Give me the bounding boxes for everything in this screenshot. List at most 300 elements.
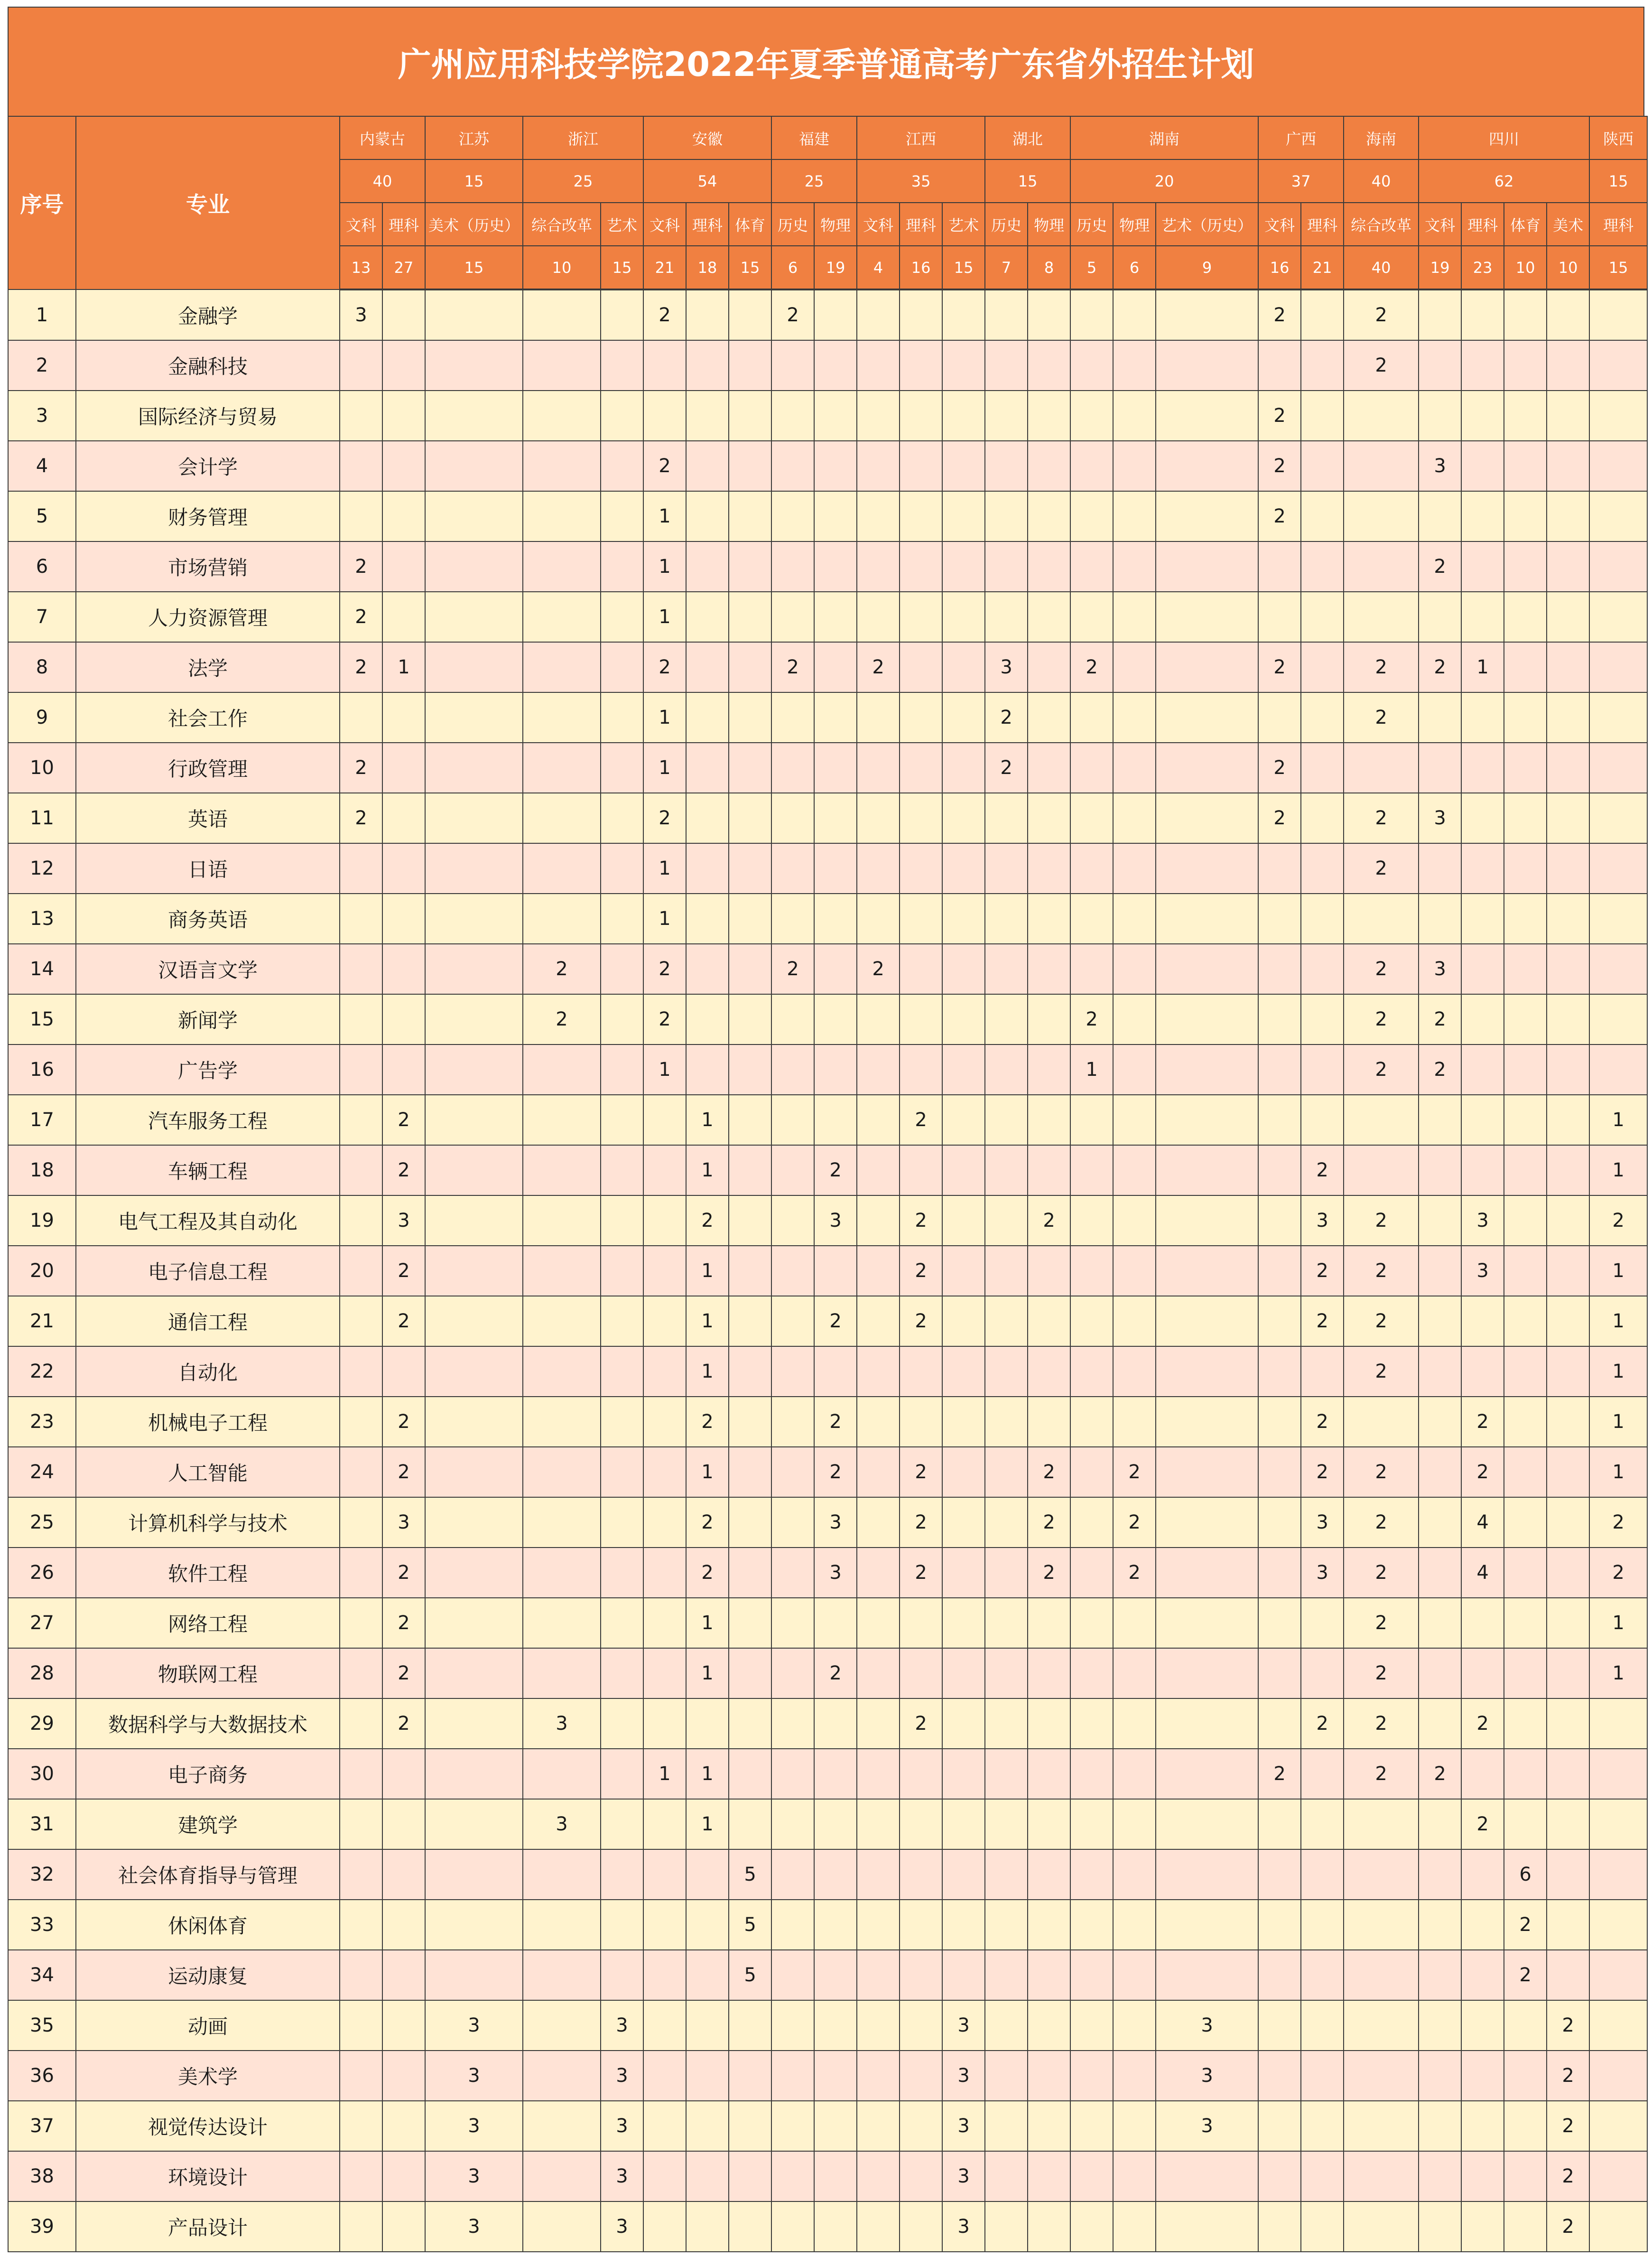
quota-cell bbox=[1504, 2201, 1547, 2252]
quota-cell bbox=[643, 1497, 686, 1548]
row-index: 31 bbox=[8, 1799, 76, 1849]
major-name: 网络工程 bbox=[76, 1598, 340, 1648]
quota-cell bbox=[1113, 340, 1156, 391]
quota-cell bbox=[985, 1548, 1028, 1598]
quota-cell bbox=[1113, 743, 1156, 793]
quota-cell bbox=[985, 1296, 1028, 1346]
quota-cell bbox=[857, 1447, 900, 1497]
quota-cell bbox=[942, 1095, 985, 1145]
quota-cell bbox=[1113, 491, 1156, 541]
quota-cell bbox=[1258, 1044, 1301, 1095]
table-row bbox=[8, 391, 1647, 441]
quota-cell bbox=[1589, 692, 1647, 743]
quota-cell bbox=[1301, 491, 1344, 541]
quota-cell bbox=[1070, 592, 1113, 642]
quota-cell bbox=[985, 340, 1028, 391]
quota-cell bbox=[1156, 1849, 1258, 1900]
quota-cell bbox=[1589, 2051, 1647, 2101]
quota-cell bbox=[1028, 1044, 1070, 1095]
quota-cell bbox=[729, 743, 771, 793]
quota-cell bbox=[729, 1095, 771, 1145]
quota-cell bbox=[985, 843, 1028, 894]
major-name: 自动化 bbox=[76, 1346, 340, 1397]
quota-cell bbox=[425, 843, 523, 894]
quota-cell bbox=[771, 1195, 814, 1246]
quota-cell bbox=[1419, 1296, 1461, 1346]
quota-cell: 2 bbox=[340, 642, 382, 692]
quota-cell bbox=[1156, 1346, 1258, 1397]
quota-cell: 2 bbox=[900, 1246, 942, 1296]
quota-cell bbox=[340, 692, 382, 743]
quota-cell: 3 bbox=[814, 1548, 857, 1598]
quota-cell bbox=[900, 1044, 942, 1095]
quota-cell bbox=[340, 1598, 382, 1648]
quota-cell bbox=[1156, 944, 1258, 994]
quota-cell: 2 bbox=[523, 944, 601, 994]
row-index: 9 bbox=[8, 692, 76, 743]
quota-cell: 1 bbox=[686, 1648, 729, 1698]
quota-cell bbox=[985, 944, 1028, 994]
quota-cell: 1 bbox=[643, 1044, 686, 1095]
quota-cell: 3 bbox=[382, 1497, 425, 1548]
table-body bbox=[8, 289, 1647, 2252]
quota-cell bbox=[1419, 391, 1461, 441]
quota-cell bbox=[729, 793, 771, 843]
quota-cell bbox=[900, 541, 942, 592]
quota-cell bbox=[1156, 1548, 1258, 1598]
quota-cell bbox=[729, 1195, 771, 1246]
quota-cell bbox=[643, 1346, 686, 1397]
quota-cell bbox=[857, 994, 900, 1044]
quota-cell: 2 bbox=[900, 1497, 942, 1548]
major-name: 物联网工程 bbox=[76, 1648, 340, 1698]
quota-cell: 2 bbox=[1461, 1447, 1504, 1497]
category-header: 理科 bbox=[900, 203, 942, 246]
quota-cell bbox=[1461, 289, 1504, 340]
quota-cell bbox=[523, 491, 601, 541]
quota-cell bbox=[1028, 592, 1070, 642]
quota-cell bbox=[1547, 894, 1589, 944]
table-row bbox=[8, 1095, 1647, 1145]
category-header: 文科 bbox=[643, 203, 686, 246]
quota-cell bbox=[1113, 843, 1156, 894]
quota-cell bbox=[601, 1900, 643, 1950]
province-total: 40 bbox=[340, 159, 425, 203]
quota-cell bbox=[686, 1849, 729, 1900]
quota-cell bbox=[643, 2051, 686, 2101]
quota-cell: 2 bbox=[1344, 1195, 1419, 1246]
quota-cell bbox=[1547, 692, 1589, 743]
quota-cell bbox=[523, 1497, 601, 1548]
quota-cell bbox=[771, 541, 814, 592]
quota-cell bbox=[425, 1749, 523, 1799]
quota-cell bbox=[985, 994, 1028, 1044]
quota-cell bbox=[771, 793, 814, 843]
quota-cell: 3 bbox=[425, 2051, 523, 2101]
quota-cell: 2 bbox=[340, 541, 382, 592]
quota-cell bbox=[857, 1145, 900, 1195]
quota-cell bbox=[1547, 541, 1589, 592]
quota-cell: 4 bbox=[1461, 1548, 1504, 1598]
quota-cell: 2 bbox=[814, 1296, 857, 1346]
quota-cell bbox=[1504, 1246, 1547, 1296]
table-row bbox=[8, 541, 1647, 592]
quota-cell bbox=[1070, 793, 1113, 843]
quota-cell bbox=[942, 894, 985, 944]
quota-cell bbox=[985, 1346, 1028, 1397]
quota-cell bbox=[814, 944, 857, 994]
quota-cell bbox=[1258, 692, 1301, 743]
quota-cell bbox=[686, 340, 729, 391]
quota-cell: 2 bbox=[1301, 1246, 1344, 1296]
quota-cell: 2 bbox=[1113, 1548, 1156, 1598]
quota-cell bbox=[942, 441, 985, 491]
quota-cell bbox=[1589, 592, 1647, 642]
quota-cell bbox=[643, 1397, 686, 1447]
quota-cell bbox=[523, 340, 601, 391]
quota-cell bbox=[1156, 1044, 1258, 1095]
quota-cell: 1 bbox=[643, 843, 686, 894]
quota-cell bbox=[643, 1950, 686, 2000]
quota-cell bbox=[857, 743, 900, 793]
quota-cell: 3 bbox=[1461, 1195, 1504, 1246]
row-index: 8 bbox=[8, 642, 76, 692]
quota-cell bbox=[523, 1648, 601, 1698]
quota-cell bbox=[1028, 894, 1070, 944]
quota-cell bbox=[857, 692, 900, 743]
quota-cell bbox=[771, 743, 814, 793]
quota-cell: 3 bbox=[523, 1799, 601, 1849]
quota-cell bbox=[425, 1900, 523, 1950]
quota-cell bbox=[1258, 1397, 1301, 1447]
quota-cell bbox=[382, 894, 425, 944]
quota-cell bbox=[1156, 491, 1258, 541]
quota-cell bbox=[1419, 1497, 1461, 1548]
quota-cell bbox=[942, 1548, 985, 1598]
quota-cell bbox=[729, 2201, 771, 2252]
quota-cell bbox=[340, 1749, 382, 1799]
quota-cell bbox=[1070, 2051, 1113, 2101]
quota-cell bbox=[1113, 1246, 1156, 1296]
quota-cell bbox=[1504, 2101, 1547, 2151]
quota-cell bbox=[523, 1749, 601, 1799]
quota-cell bbox=[1028, 843, 1070, 894]
quota-cell bbox=[1301, 592, 1344, 642]
quota-cell bbox=[1070, 1950, 1113, 2000]
quota-cell: 3 bbox=[601, 2051, 643, 2101]
quota-cell: 2 bbox=[1344, 642, 1419, 692]
quota-cell bbox=[1461, 1749, 1504, 1799]
quota-cell bbox=[1113, 592, 1156, 642]
quota-cell bbox=[1113, 1900, 1156, 1950]
quota-cell bbox=[942, 1346, 985, 1397]
quota-cell bbox=[1028, 1900, 1070, 1950]
quota-cell bbox=[1113, 2151, 1156, 2201]
row-index: 30 bbox=[8, 1749, 76, 1799]
major-name: 视觉传达设计 bbox=[76, 2101, 340, 2151]
province-total: 35 bbox=[857, 159, 985, 203]
quota-cell bbox=[1461, 541, 1504, 592]
quota-cell bbox=[1258, 2000, 1301, 2051]
province-header: 四川 bbox=[1419, 116, 1589, 159]
quota-cell bbox=[1504, 289, 1547, 340]
quota-cell bbox=[425, 1095, 523, 1145]
row-index: 5 bbox=[8, 491, 76, 541]
quota-cell bbox=[1504, 1296, 1547, 1346]
quota-cell bbox=[1419, 894, 1461, 944]
major-name: 动画 bbox=[76, 2000, 340, 2051]
quota-cell bbox=[942, 1698, 985, 1749]
quota-cell bbox=[643, 1095, 686, 1145]
quota-cell: 1 bbox=[1589, 1145, 1647, 1195]
quota-cell bbox=[1258, 340, 1301, 391]
province-header: 陕西 bbox=[1589, 116, 1647, 159]
table-row bbox=[8, 1950, 1647, 2000]
quota-cell bbox=[814, 1950, 857, 2000]
quota-cell bbox=[686, 692, 729, 743]
quota-cell bbox=[1028, 2151, 1070, 2201]
row-index: 2 bbox=[8, 340, 76, 391]
quota-cell bbox=[942, 793, 985, 843]
quota-cell bbox=[425, 692, 523, 743]
quota-cell bbox=[340, 2000, 382, 2051]
quota-cell bbox=[1419, 1145, 1461, 1195]
quota-cell bbox=[643, 1296, 686, 1346]
quota-cell bbox=[643, 2201, 686, 2252]
category-header: 美术 bbox=[1547, 203, 1589, 246]
quota-cell bbox=[686, 894, 729, 944]
quota-cell: 2 bbox=[814, 1145, 857, 1195]
quota-cell bbox=[985, 1900, 1028, 1950]
quota-cell bbox=[1113, 642, 1156, 692]
table-row bbox=[8, 491, 1647, 541]
quota-cell: 2 bbox=[900, 1698, 942, 1749]
category-header: 体育 bbox=[729, 203, 771, 246]
quota-cell bbox=[601, 1145, 643, 1195]
sheet-title: 广州应用科技学院2022年夏季普通高考广东省外招生计划 bbox=[8, 7, 1644, 116]
quota-cell: 2 bbox=[1344, 1447, 1419, 1497]
quota-cell bbox=[523, 743, 601, 793]
major-name: 电子商务 bbox=[76, 1749, 340, 1799]
quota-cell bbox=[1589, 491, 1647, 541]
quota-cell: 2 bbox=[814, 1648, 857, 1698]
quota-cell bbox=[1028, 692, 1070, 743]
quota-cell bbox=[1258, 1246, 1301, 1296]
quota-cell bbox=[1547, 944, 1589, 994]
quota-cell bbox=[1344, 2051, 1419, 2101]
quota-cell: 2 bbox=[643, 441, 686, 491]
quota-cell bbox=[857, 592, 900, 642]
quota-cell bbox=[985, 592, 1028, 642]
quota-cell bbox=[1504, 692, 1547, 743]
quota-cell bbox=[601, 1195, 643, 1246]
quota-cell: 2 bbox=[1344, 843, 1419, 894]
major-name: 日语 bbox=[76, 843, 340, 894]
row-index: 20 bbox=[8, 1246, 76, 1296]
quota-cell bbox=[1589, 1698, 1647, 1749]
quota-cell bbox=[382, 2051, 425, 2101]
quota-cell bbox=[601, 1648, 643, 1698]
quota-cell bbox=[985, 391, 1028, 441]
quota-cell bbox=[601, 1749, 643, 1799]
table-row bbox=[8, 2201, 1647, 2252]
quota-cell bbox=[771, 692, 814, 743]
quota-cell bbox=[771, 1749, 814, 1799]
quota-cell bbox=[1589, 743, 1647, 793]
quota-cell bbox=[814, 1799, 857, 1849]
quota-cell bbox=[1461, 2151, 1504, 2201]
quota-cell bbox=[1113, 1397, 1156, 1447]
major-column-header: 专业 bbox=[76, 116, 340, 289]
quota-cell: 2 bbox=[1258, 491, 1301, 541]
quota-cell bbox=[1547, 1246, 1589, 1296]
quota-cell bbox=[1258, 944, 1301, 994]
quota-cell bbox=[814, 994, 857, 1044]
province-total: 15 bbox=[1589, 159, 1647, 203]
quota-cell bbox=[1070, 1900, 1113, 1950]
quota-cell: 4 bbox=[1461, 1497, 1504, 1548]
quota-cell: 2 bbox=[1070, 994, 1113, 1044]
quota-cell bbox=[1504, 1397, 1547, 1447]
quota-cell bbox=[942, 1447, 985, 1497]
quota-cell bbox=[523, 793, 601, 843]
quota-cell bbox=[1419, 1095, 1461, 1145]
quota-cell bbox=[1419, 692, 1461, 743]
category-header: 理科 bbox=[1301, 203, 1344, 246]
quota-cell bbox=[523, 1548, 601, 1598]
quota-cell bbox=[857, 1749, 900, 1799]
quota-cell bbox=[900, 793, 942, 843]
quota-cell bbox=[1028, 1296, 1070, 1346]
quota-cell bbox=[1156, 1447, 1258, 1497]
quota-cell: 3 bbox=[1301, 1497, 1344, 1548]
quota-cell bbox=[900, 2151, 942, 2201]
quota-cell bbox=[942, 1497, 985, 1548]
quota-cell bbox=[857, 289, 900, 340]
quota-cell bbox=[1113, 944, 1156, 994]
quota-cell bbox=[425, 1799, 523, 1849]
quota-cell bbox=[1070, 1698, 1113, 1749]
quota-cell: 3 bbox=[1301, 1195, 1344, 1246]
quota-cell bbox=[1547, 1598, 1589, 1648]
quota-cell bbox=[814, 1346, 857, 1397]
quota-cell: 3 bbox=[425, 2101, 523, 2151]
quota-cell bbox=[1028, 642, 1070, 692]
quota-cell bbox=[729, 1698, 771, 1749]
quota-cell bbox=[340, 2051, 382, 2101]
category-total: 15 bbox=[425, 246, 523, 289]
quota-cell bbox=[771, 843, 814, 894]
quota-cell bbox=[1258, 1849, 1301, 1900]
quota-cell bbox=[1301, 289, 1344, 340]
quota-cell bbox=[900, 1145, 942, 1195]
quota-cell bbox=[1301, 2051, 1344, 2101]
quota-cell bbox=[340, 340, 382, 391]
quota-cell bbox=[1028, 1698, 1070, 1749]
quota-cell: 2 bbox=[1344, 1548, 1419, 1598]
quota-cell: 3 bbox=[985, 642, 1028, 692]
quota-cell bbox=[643, 2151, 686, 2201]
quota-cell bbox=[771, 1900, 814, 1950]
quota-cell: 2 bbox=[523, 994, 601, 1044]
quota-cell bbox=[771, 1246, 814, 1296]
quota-cell bbox=[425, 1397, 523, 1447]
quota-cell bbox=[1504, 1145, 1547, 1195]
quota-cell bbox=[1344, 2000, 1419, 2051]
row-index: 39 bbox=[8, 2201, 76, 2252]
quota-cell: 2 bbox=[1258, 441, 1301, 491]
quota-cell: 3 bbox=[1156, 2101, 1258, 2151]
quota-cell bbox=[857, 541, 900, 592]
quota-cell bbox=[985, 2101, 1028, 2151]
quota-cell bbox=[1156, 1397, 1258, 1447]
quota-cell bbox=[1113, 541, 1156, 592]
quota-cell: 1 bbox=[1589, 1296, 1647, 1346]
quota-cell bbox=[771, 441, 814, 491]
row-index: 28 bbox=[8, 1648, 76, 1698]
quota-cell bbox=[1344, 1397, 1419, 1447]
quota-cell bbox=[1419, 592, 1461, 642]
quota-cell bbox=[686, 843, 729, 894]
quota-cell bbox=[1504, 2151, 1547, 2201]
quota-cell bbox=[1547, 743, 1589, 793]
quota-cell: 2 bbox=[382, 1246, 425, 1296]
quota-cell: 1 bbox=[686, 1346, 729, 1397]
quota-cell bbox=[1504, 642, 1547, 692]
quota-cell: 2 bbox=[1258, 793, 1301, 843]
quota-cell: 2 bbox=[1344, 1044, 1419, 1095]
province-total: 62 bbox=[1419, 159, 1589, 203]
table-row bbox=[8, 894, 1647, 944]
category-total: 8 bbox=[1028, 246, 1070, 289]
major-name: 软件工程 bbox=[76, 1548, 340, 1598]
quota-cell bbox=[1301, 441, 1344, 491]
category-header: 综合改革 bbox=[1344, 203, 1419, 246]
quota-cell bbox=[1028, 1648, 1070, 1698]
quota-cell bbox=[1028, 1849, 1070, 1900]
category-total: 15 bbox=[601, 246, 643, 289]
quota-cell bbox=[425, 592, 523, 642]
quota-cell bbox=[985, 2051, 1028, 2101]
quota-cell: 2 bbox=[985, 692, 1028, 743]
quota-cell bbox=[1419, 1195, 1461, 1246]
quota-cell: 2 bbox=[857, 642, 900, 692]
quota-cell bbox=[1547, 1548, 1589, 1598]
quota-cell bbox=[340, 2151, 382, 2201]
quota-cell bbox=[814, 592, 857, 642]
quota-cell bbox=[686, 2000, 729, 2051]
quota-cell bbox=[382, 1346, 425, 1397]
quota-cell bbox=[686, 743, 729, 793]
quota-cell bbox=[1589, 1900, 1647, 1950]
quota-cell bbox=[1301, 2101, 1344, 2151]
quota-cell bbox=[1028, 441, 1070, 491]
row-index: 22 bbox=[8, 1346, 76, 1397]
quota-cell bbox=[1070, 1799, 1113, 1849]
quota-cell: 2 bbox=[1344, 340, 1419, 391]
quota-cell bbox=[1258, 1799, 1301, 1849]
quota-cell bbox=[814, 289, 857, 340]
quota-cell bbox=[942, 491, 985, 541]
quota-cell bbox=[771, 491, 814, 541]
category-header: 文科 bbox=[1258, 203, 1301, 246]
quota-cell bbox=[340, 391, 382, 441]
admission-plan-sheet bbox=[8, 7, 1644, 2252]
quota-cell bbox=[340, 1195, 382, 1246]
quota-cell bbox=[1156, 894, 1258, 944]
quota-cell bbox=[643, 1849, 686, 1900]
quota-cell bbox=[1547, 843, 1589, 894]
